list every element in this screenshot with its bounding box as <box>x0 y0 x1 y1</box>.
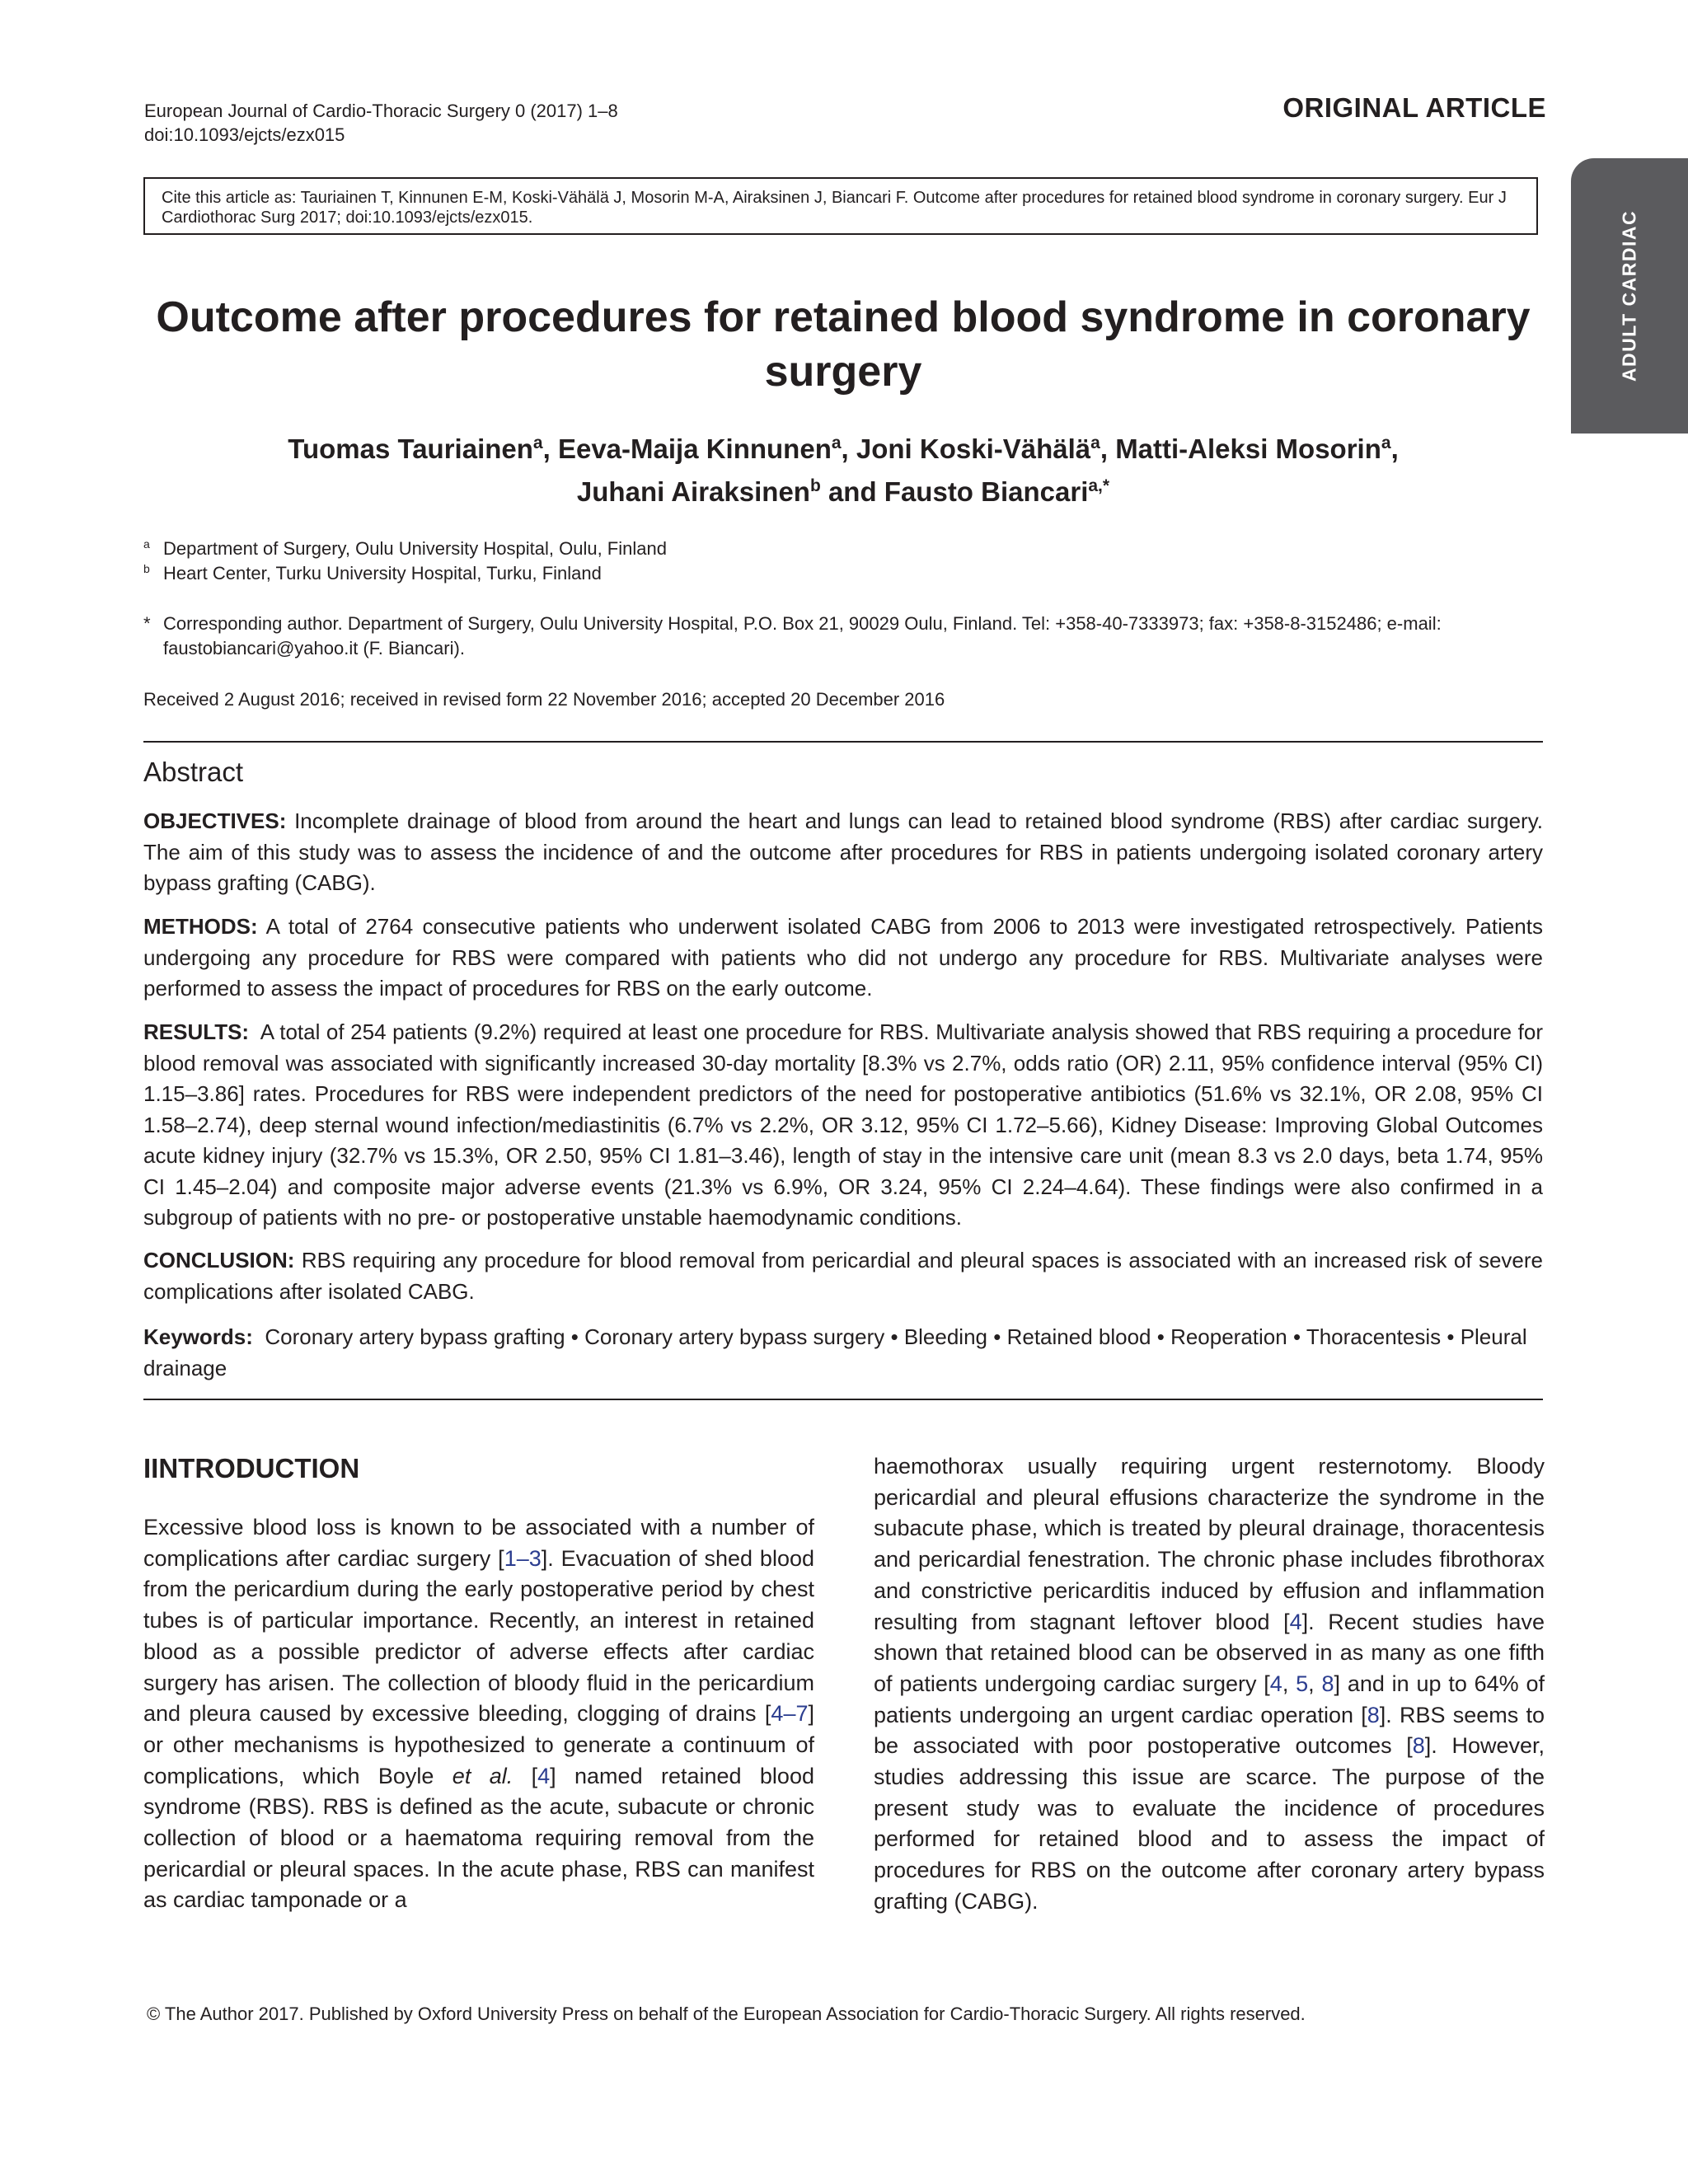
body-text: ]. Evacuation of shed blood from the pericardium during the early postoperative period by chest tubes is of particular importance. Recently, an interest in retained blood as a possible predictor of adverse effects after cardiac surgery has arisen. The collection of bloody fluid in the pericardium and pleura caused by excessive bleeding, clogging of drains [ <box>143 1545 814 1727</box>
keyword: Coronary artery bypass grafting <box>265 1324 565 1349</box>
corresponding-text: Corresponding author. Department of Surgery, Oulu University Hospital, P.O. Box 21, 90029 Oulu, Finland. Tel: +358-40-7333973; fax: +358-8-3152486; e-mail: faustobiancari@yahoo.it (F. Biancari). <box>163 613 1442 658</box>
reference-link[interactable]: 4 <box>537 1763 551 1788</box>
author-separator: , <box>1100 434 1116 464</box>
keywords <box>143 1322 1543 1384</box>
author-affiliation-mark: a <box>1381 434 1391 452</box>
citation-box: Cite this article as: Tauriainen T, Kinnunen E-M, Koski-Vähälä J, Mosorin M-A, Airaksinen J, Biancari F. Outcome after procedures for retained blood syndrome in coronary surgery. Eur J Cardiothorac Surg 2017; doi:10.1093/ejcts/ezx015. <box>143 177 1538 235</box>
keyword: Thoracentesis <box>1306 1324 1442 1349</box>
methods-text: A total of 2764 consecutive patients who underwent isolated CABG from 2006 to 2013 were investigated retrospectively. Patients undergoing any procedure for RBS were compared with patients who did not undergo any procedure for RBS. Multivariate analyses were performed to assess the impact of procedures for RBS on the early outcome. <box>143 914 1543 1001</box>
author-affiliation-mark: b <box>809 476 821 495</box>
keyword: Bleeding <box>903 1324 988 1349</box>
body-text: ] named retained blood syndrome (RBS). RBS is defined as the acute, subacute or chronic collection of blood or a haematoma requiring removal from the pericardial or pleural spaces. In the acute phase, RBS can manifest as cardiac tamponade or a <box>143 1763 814 1913</box>
affiliation-mark: b <box>143 562 150 575</box>
author-name: Juhani Airaksinen <box>576 476 810 507</box>
reference-link[interactable]: 8 <box>1412 1733 1425 1759</box>
body-text: ]. Recent studies have shown that retained blood can be observed in as many as one fifth of patients undergoing cardiac surgery [ <box>874 1609 1545 1696</box>
keyword-separator: • <box>1441 1324 1461 1349</box>
conclusion-label: CONCLUSION: <box>143 1248 295 1272</box>
copyright-footer: © The Author 2017. Published by Oxford University Press on behalf of the European Association for Cardio-Thoracic Surgery. All rights reserved. <box>147 2004 1306 2024</box>
author-name: Tuomas Tauriainen <box>288 434 533 464</box>
introduction-column-left <box>143 1512 814 1916</box>
abstract-heading: Abstract <box>143 757 244 787</box>
abstract-bottom-rule <box>143 1399 1543 1400</box>
author-separator: , <box>542 434 558 464</box>
keywords-list <box>143 1324 1527 1380</box>
author-name: Matti-Aleksi Mosorin <box>1115 434 1381 464</box>
section-side-tab <box>1571 158 1688 434</box>
paper-title: Outcome after procedures for retained blood syndrome in coronary surgery <box>156 293 1531 396</box>
section-side-tab-label: ADULT CARDIAC <box>1618 209 1640 382</box>
keyword-separator: • <box>1151 1324 1171 1349</box>
author-separator: , <box>841 434 856 464</box>
keywords-label: Keywords: <box>143 1324 253 1349</box>
reference-link[interactable]: 8 <box>1321 1671 1334 1696</box>
affiliation-b <box>143 562 602 585</box>
journal-name: European Journal of Cardio-Thoracic Surgery 0 (2017) 1–8 <box>144 101 618 121</box>
body-text: Excessive blood loss is known to be associated with a number of complications after cardiac surgery [ <box>143 1515 814 1571</box>
author-list <box>143 428 1543 513</box>
results-text: A total of 254 patients (9.2%) required at least one procedure for RBS. Multivariate analysis showed that RBS requiring a procedure for blood removal was associated with significantly increased 30-day mortality [8.3% vs 2.7%, odds ratio (OR) 2.11, 95% confidence interval (95% CI) 1.15–3.86] rates. Procedures for RBS were independent predictors of the need for postoperative antibiotics (51.6% vs 32.1%, OR 2.08, 95% CI 1.58–2.74), deep sternal wound infection/mediastinitis (6.7% vs 2.2%, OR 3.12, 95% CI 1.72–5.66), Kidney Disease: Improving Global Outcomes acute kidney injury (32.7% vs 15.3%, OR 2.50, 95% CI 1.81–3.46), length of stay in the intensive care unit (mean 8.3 vs 2.0 days, beta 1.74, 95% CI 1.45–2.04) and composite major adverse events (21.3% vs 6.9%, OR 3.24, 95% CI 2.24–4.64). These findings were also confirmed in a subgroup of patients with no pre- or postoperative unstable haemodynamic conditions. <box>143 1019 1543 1230</box>
body-text: [ <box>513 1763 538 1788</box>
keyword: Retained blood <box>1006 1324 1151 1349</box>
body-text: ]. RBS seems to be associated with poor postoperative outcomes [ <box>874 1702 1545 1759</box>
body-text: ] or other mechanisms is hypothesized to generate a continuum of complications, which Boyle <box>143 1701 814 1788</box>
objectives-label: OBJECTIVES: <box>143 808 287 833</box>
reference-link[interactable]: 1–3 <box>504 1545 542 1571</box>
introduction-column-right <box>874 1451 1545 1918</box>
reference-link[interactable]: 5 <box>1296 1671 1309 1696</box>
received-dates: Received 2 August 2016; received in revised form 22 November 2016; accepted 20 December 2016 <box>143 689 945 710</box>
keyword: Pleural drainage <box>143 1324 1527 1380</box>
methods-label: METHODS: <box>143 914 258 939</box>
reference-link[interactable]: 4–7 <box>771 1701 809 1727</box>
keyword-separator: • <box>1287 1324 1306 1349</box>
author-affiliation-mark: a <box>831 434 842 452</box>
keyword-separator: • <box>884 1324 904 1349</box>
abstract-top-rule <box>143 741 1543 743</box>
article-type-label: ORIGINAL ARTICLE <box>1282 92 1546 123</box>
author-affiliation-mark: a <box>1090 434 1100 452</box>
affiliation-mark: a <box>143 537 150 551</box>
author-name: Fausto Biancari <box>884 476 1089 507</box>
objectives-text: Incomplete drainage of blood from around the heart and lungs can lead to retained blood syndrome (RBS) after cardiac surgery. The aim of this study was to assess the incidence of and the outcome after procedures for RBS in patients undergoing isolated coronary artery bypass grafting (CABG). <box>143 808 1543 895</box>
introduction-heading: IINTRODUCTION <box>143 1453 360 1483</box>
abstract-results <box>143 1017 1543 1234</box>
reference-link[interactable]: 8 <box>1367 1702 1380 1727</box>
abstract-methods <box>143 912 1543 1005</box>
journal-citation-header <box>144 99 618 147</box>
affiliation-text: Department of Surgery, Oulu University Hospital, Oulu, Finland <box>163 538 667 559</box>
author-separator: , <box>1390 434 1399 464</box>
reference-link[interactable]: 4 <box>1269 1671 1282 1696</box>
reference-link[interactable]: 4 <box>1289 1609 1302 1634</box>
doi: doi:10.1093/ejcts/ezx015 <box>144 124 345 145</box>
body-text: haemothorax usually requiring urgent resternotomy. Bloody pericardial and pleural effusions characterize the syndrome in the subacute phase, which is treated by pleural drainage, thoracentesis and pericardial fenestration. The chronic phase includes fibrothorax and constrictive pericarditis induced by effusion and inflammation resulting from stagnant leftover blood [ <box>874 1454 1545 1634</box>
corresponding-mark: * <box>143 613 151 634</box>
author-separator: and <box>820 476 884 507</box>
conclusion-text: RBS requiring any procedure for blood removal from pericardial and pleural spaces is associated with an increased risk of severe complications after isolated CABG. <box>143 1248 1543 1304</box>
author-affiliation-mark: a <box>532 434 543 452</box>
keyword-separator: • <box>987 1324 1007 1349</box>
affiliation-text: Heart Center, Turku University Hospital, Turku, Finland <box>163 563 602 583</box>
author-name: Joni Koski-Vähälä <box>856 434 1091 464</box>
keyword: Reoperation <box>1170 1324 1287 1349</box>
abstract-objectives <box>143 806 1543 899</box>
body-text: , <box>1282 1671 1296 1696</box>
body-text: , <box>1308 1671 1322 1696</box>
body-text: ] and in up to 64% of patients undergoing an urgent cardiac operation [ <box>874 1671 1545 1727</box>
body-text: ]. However, studies addressing this issue are scarce. The purpose of the present study was to evaluate the incidence of procedures performed for retained blood and to assess the impact of procedures for RBS on the outcome after coronary artery bypass grafting (CABG). <box>874 1733 1545 1914</box>
abstract-conclusion <box>143 1245 1543 1307</box>
corresponding-author <box>143 612 1545 661</box>
keyword-separator: • <box>565 1324 585 1349</box>
keyword: Coronary artery bypass surgery <box>584 1324 885 1349</box>
author-name: Eeva-Maija Kinnunen <box>557 434 832 464</box>
affiliation-a <box>143 537 667 560</box>
author-affiliation-mark: a,* <box>1088 476 1110 495</box>
results-label: RESULTS: <box>143 1019 250 1044</box>
italic-text: et al. <box>452 1763 513 1788</box>
